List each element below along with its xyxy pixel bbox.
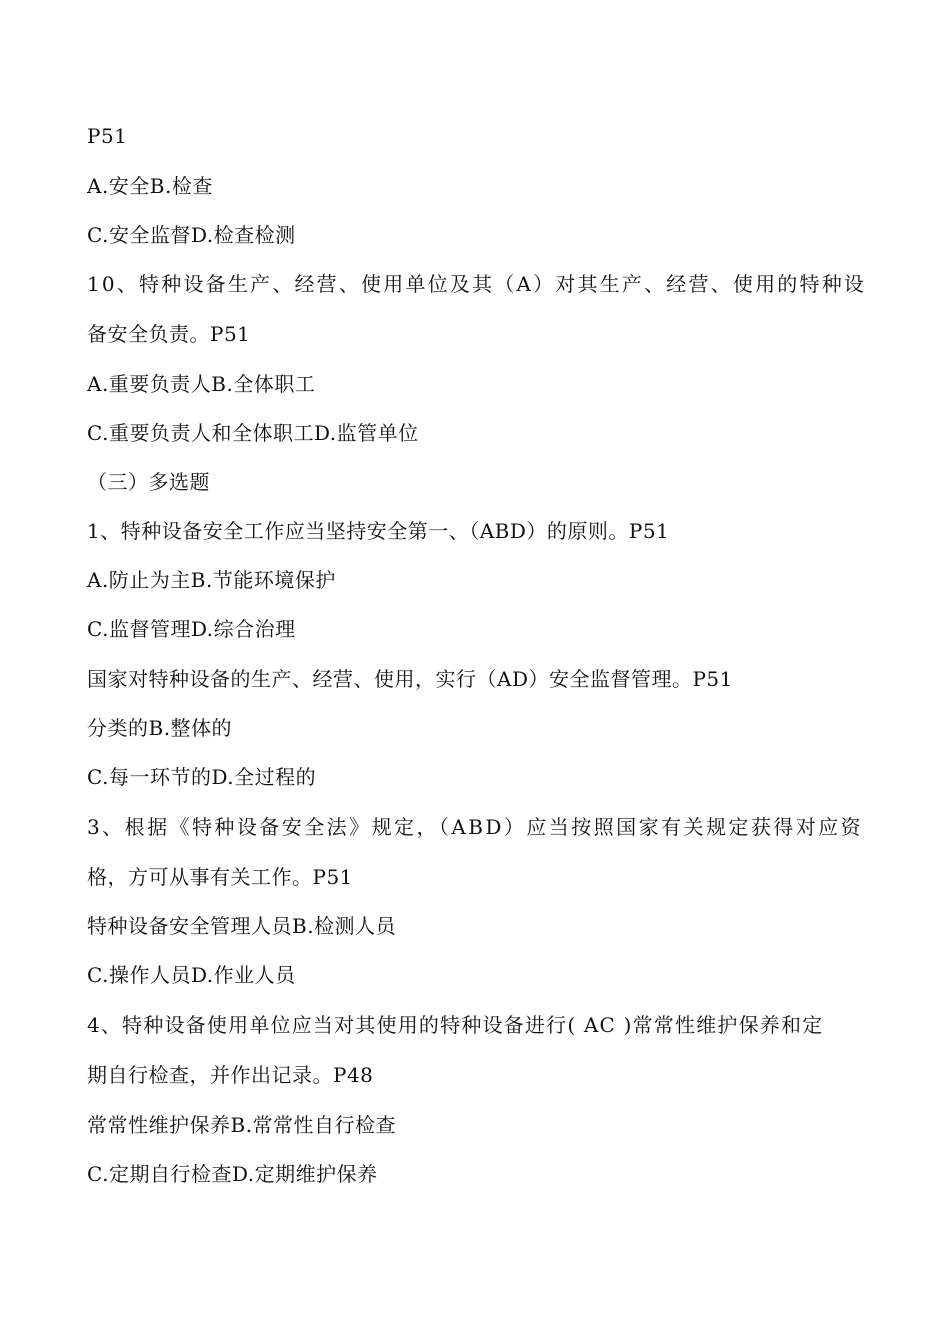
text-line: A.防止为主B.节能环境保护 <box>87 568 336 592</box>
text-line: 备安全负责。P51 <box>87 322 251 346</box>
text-line: A.安全B.检查 <box>87 174 213 198</box>
text-line: 格，方可从事有关工作。P51 <box>87 865 353 889</box>
text-line: A.重要负责人B.全体职工 <box>87 372 316 396</box>
text-line: P51 <box>87 124 128 148</box>
text-line: C.安全监督D.检查检测 <box>87 223 296 247</box>
text-line: 常常性维护保养B.常常性自行检查 <box>87 1113 397 1137</box>
question-3: 3、根据《特种设备安全法》规定，（ABD）应当按照国家有关规定获得对应资 <box>87 815 864 839</box>
question-10: 10、特种设备生产、经营、使用单位及其（A）对其生产、经营、使用的特种设 <box>87 272 867 296</box>
text-line: 特种设备安全管理人员B.检测人员 <box>87 914 397 938</box>
text-line: C.监督管理D.综合治理 <box>87 617 296 641</box>
question-2: 国家对特种设备的生产、经营、使用，实行（AD）安全监督管理。P51 <box>87 667 733 691</box>
question-1: 1、特种设备安全工作应当坚持安全第一、（ABD）的原则。P51 <box>87 519 670 543</box>
question-4: 4、特种设备使用单位应当对其使用的特种设备进行( AC )常常性维护保养和定 <box>87 1013 824 1037</box>
text-line: C.重要负责人和全体职工D.监管单位 <box>87 421 419 445</box>
text-line: 期自行检查，并作出记录。P48 <box>87 1063 374 1087</box>
text-line: C.定期自行检查D.定期维护保养 <box>87 1162 378 1186</box>
section-heading: （三）多选题 <box>87 470 210 494</box>
text-line: C.操作人员D.作业人员 <box>87 963 296 987</box>
text-line: C.每一环节的D.全过程的 <box>87 765 317 789</box>
text-line: 分类的B.整体的 <box>87 716 233 740</box>
